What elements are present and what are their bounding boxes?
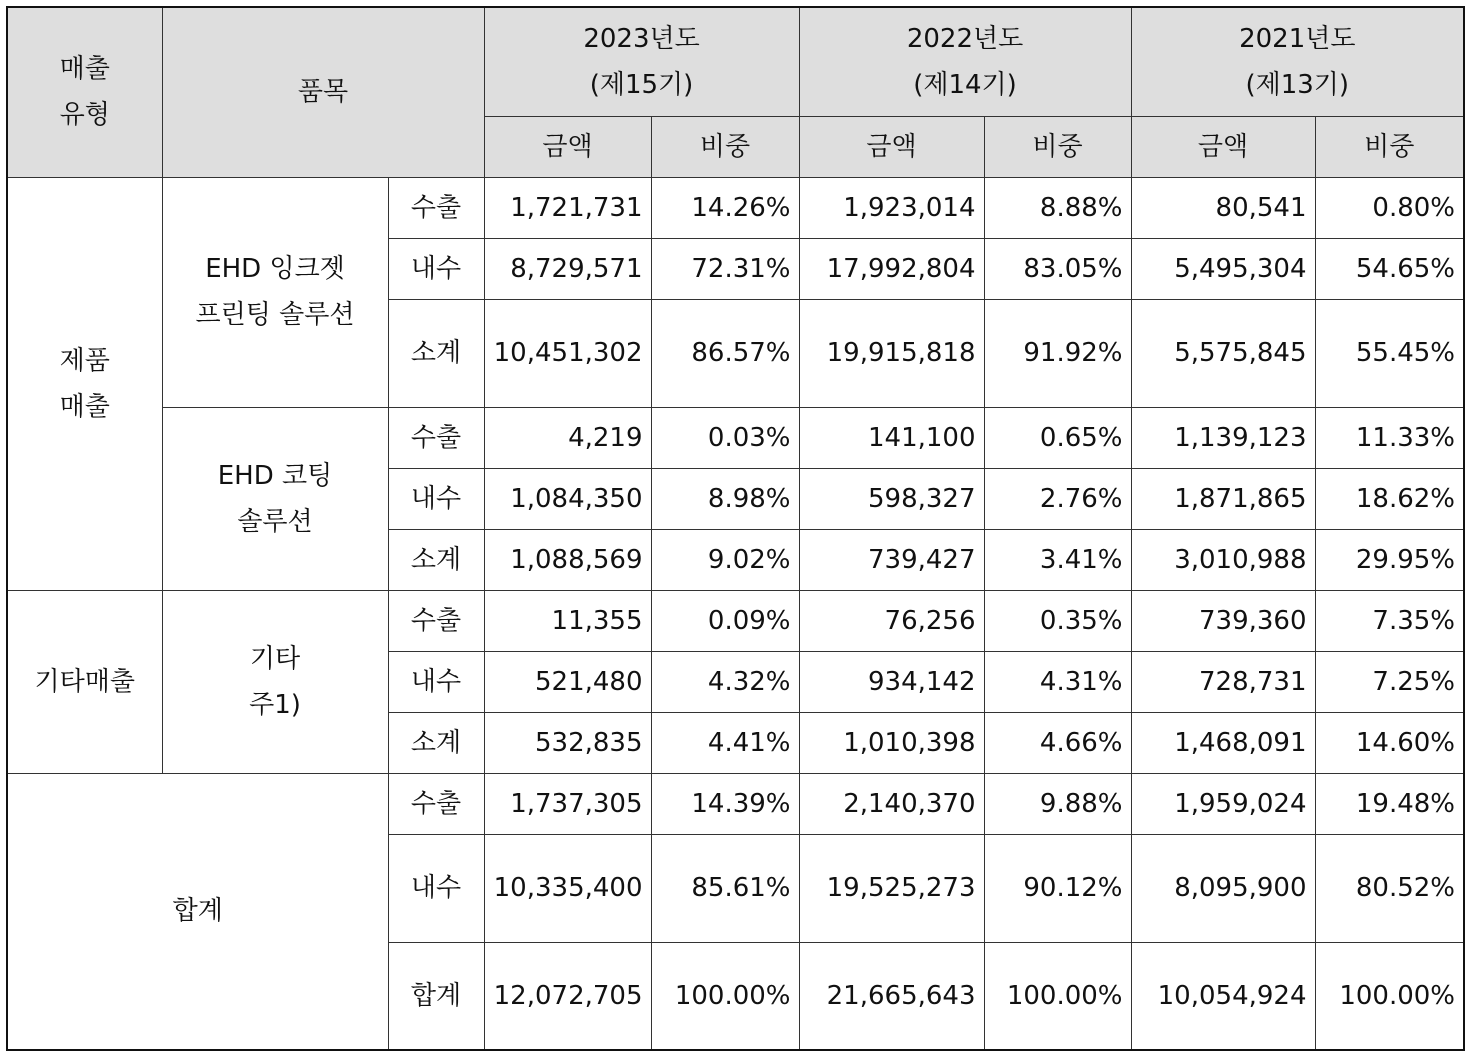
- table-row: [7, 773, 1464, 834]
- amount-cell: 3,010,988: [1131, 529, 1315, 590]
- amount-cell: 1,010,398: [799, 712, 984, 773]
- header-year-2021: 2021년도 (제13기): [1131, 7, 1464, 116]
- amount-cell: 10,054,924: [1131, 942, 1315, 1050]
- ratio-cell: 3.41%: [984, 529, 1131, 590]
- ratio-cell: 90.12%: [984, 834, 1131, 942]
- amount-cell: 141,100: [799, 407, 984, 468]
- row-sub-label: 내수: [388, 834, 484, 942]
- ratio-cell: 0.03%: [651, 407, 799, 468]
- table-row: [7, 407, 1464, 468]
- ratio-cell: 83.05%: [984, 238, 1131, 299]
- ratio-cell: 29.95%: [1315, 529, 1464, 590]
- header-sales-type: 매출 유형: [7, 7, 162, 177]
- ratio-cell: 8.98%: [651, 468, 799, 529]
- amount-cell: 1,959,024: [1131, 773, 1315, 834]
- item-ehd-coating: EHD 코팅 솔루션: [162, 407, 388, 590]
- ratio-cell: 0.65%: [984, 407, 1131, 468]
- row-sub-label: 소계: [388, 529, 484, 590]
- amount-cell: 12,072,705: [484, 942, 651, 1050]
- header-amount: 금액: [484, 116, 651, 177]
- header-ratio: 비중: [984, 116, 1131, 177]
- amount-cell: 1,468,091: [1131, 712, 1315, 773]
- amount-cell: 10,451,302: [484, 299, 651, 407]
- ratio-cell: 4.66%: [984, 712, 1131, 773]
- amount-cell: 21,665,643: [799, 942, 984, 1050]
- amount-cell: 80,541: [1131, 177, 1315, 238]
- ratio-cell: 91.92%: [984, 299, 1131, 407]
- header-ratio: 비중: [1315, 116, 1464, 177]
- ratio-cell: 14.39%: [651, 773, 799, 834]
- ratio-cell: 100.00%: [984, 942, 1131, 1050]
- amount-cell: 17,992,804: [799, 238, 984, 299]
- amount-cell: 2,140,370: [799, 773, 984, 834]
- ratio-cell: 14.26%: [651, 177, 799, 238]
- amount-cell: 19,525,273: [799, 834, 984, 942]
- amount-cell: 76,256: [799, 590, 984, 651]
- group-product-sales: 제품 매출: [7, 177, 162, 590]
- row-sub-label: 내수: [388, 651, 484, 712]
- header-amount: 금액: [799, 116, 984, 177]
- row-sub-label: 수출: [388, 407, 484, 468]
- ratio-cell: 18.62%: [1315, 468, 1464, 529]
- amount-cell: 1,084,350: [484, 468, 651, 529]
- amount-cell: 521,480: [484, 651, 651, 712]
- header-item: 품목: [162, 7, 484, 177]
- amount-cell: 4,219: [484, 407, 651, 468]
- ratio-cell: 4.41%: [651, 712, 799, 773]
- row-sub-label: 소계: [388, 712, 484, 773]
- amount-cell: 8,095,900: [1131, 834, 1315, 942]
- ratio-cell: 100.00%: [651, 942, 799, 1050]
- ratio-cell: 55.45%: [1315, 299, 1464, 407]
- ratio-cell: 85.61%: [651, 834, 799, 942]
- amount-cell: 739,427: [799, 529, 984, 590]
- amount-cell: 1,139,123: [1131, 407, 1315, 468]
- row-sub-label: 소계: [388, 299, 484, 407]
- amount-cell: 1,088,569: [484, 529, 651, 590]
- amount-cell: 1,737,305: [484, 773, 651, 834]
- ratio-cell: 0.35%: [984, 590, 1131, 651]
- ratio-cell: 4.32%: [651, 651, 799, 712]
- ratio-cell: 14.60%: [1315, 712, 1464, 773]
- ratio-cell: 54.65%: [1315, 238, 1464, 299]
- amount-cell: 1,923,014: [799, 177, 984, 238]
- table-row: [7, 177, 1464, 238]
- amount-cell: 598,327: [799, 468, 984, 529]
- amount-cell: 11,355: [484, 590, 651, 651]
- group-other-sales: 기타매출: [7, 590, 162, 773]
- item-ehd-inkjet: EHD 잉크젯 프린팅 솔루션: [162, 177, 388, 407]
- row-sub-label: 수출: [388, 177, 484, 238]
- ratio-cell: 2.76%: [984, 468, 1131, 529]
- header-ratio: 비중: [651, 116, 799, 177]
- ratio-cell: 9.02%: [651, 529, 799, 590]
- ratio-cell: 86.57%: [651, 299, 799, 407]
- amount-cell: 19,915,818: [799, 299, 984, 407]
- header-year-2022: 2022년도 (제14기): [799, 7, 1131, 116]
- ratio-cell: 80.52%: [1315, 834, 1464, 942]
- group-total: 합계: [7, 773, 388, 1050]
- table-row: [7, 590, 1464, 651]
- amount-cell: 934,142: [799, 651, 984, 712]
- ratio-cell: 100.00%: [1315, 942, 1464, 1050]
- amount-cell: 739,360: [1131, 590, 1315, 651]
- amount-cell: 5,575,845: [1131, 299, 1315, 407]
- row-sub-label: 내수: [388, 238, 484, 299]
- ratio-cell: 9.88%: [984, 773, 1131, 834]
- ratio-cell: 7.35%: [1315, 590, 1464, 651]
- item-other: 기타 주1): [162, 590, 388, 773]
- ratio-cell: 8.88%: [984, 177, 1131, 238]
- amount-cell: 1,871,865: [1131, 468, 1315, 529]
- ratio-cell: 72.31%: [651, 238, 799, 299]
- amount-cell: 5,495,304: [1131, 238, 1315, 299]
- amount-cell: 728,731: [1131, 651, 1315, 712]
- ratio-cell: 0.09%: [651, 590, 799, 651]
- ratio-cell: 0.80%: [1315, 177, 1464, 238]
- header-amount: 금액: [1131, 116, 1315, 177]
- amount-cell: 10,335,400: [484, 834, 651, 942]
- row-sub-label: 내수: [388, 468, 484, 529]
- row-sub-label: 합계: [388, 942, 484, 1050]
- row-sub-label: 수출: [388, 590, 484, 651]
- ratio-cell: 11.33%: [1315, 407, 1464, 468]
- amount-cell: 532,835: [484, 712, 651, 773]
- amount-cell: 1,721,731: [484, 177, 651, 238]
- amount-cell: 8,729,571: [484, 238, 651, 299]
- ratio-cell: 7.25%: [1315, 651, 1464, 712]
- ratio-cell: 19.48%: [1315, 773, 1464, 834]
- sales-by-type-table: [6, 6, 1465, 1051]
- ratio-cell: 4.31%: [984, 651, 1131, 712]
- header-year-2023: 2023년도 (제15기): [484, 7, 799, 116]
- row-sub-label: 수출: [388, 773, 484, 834]
